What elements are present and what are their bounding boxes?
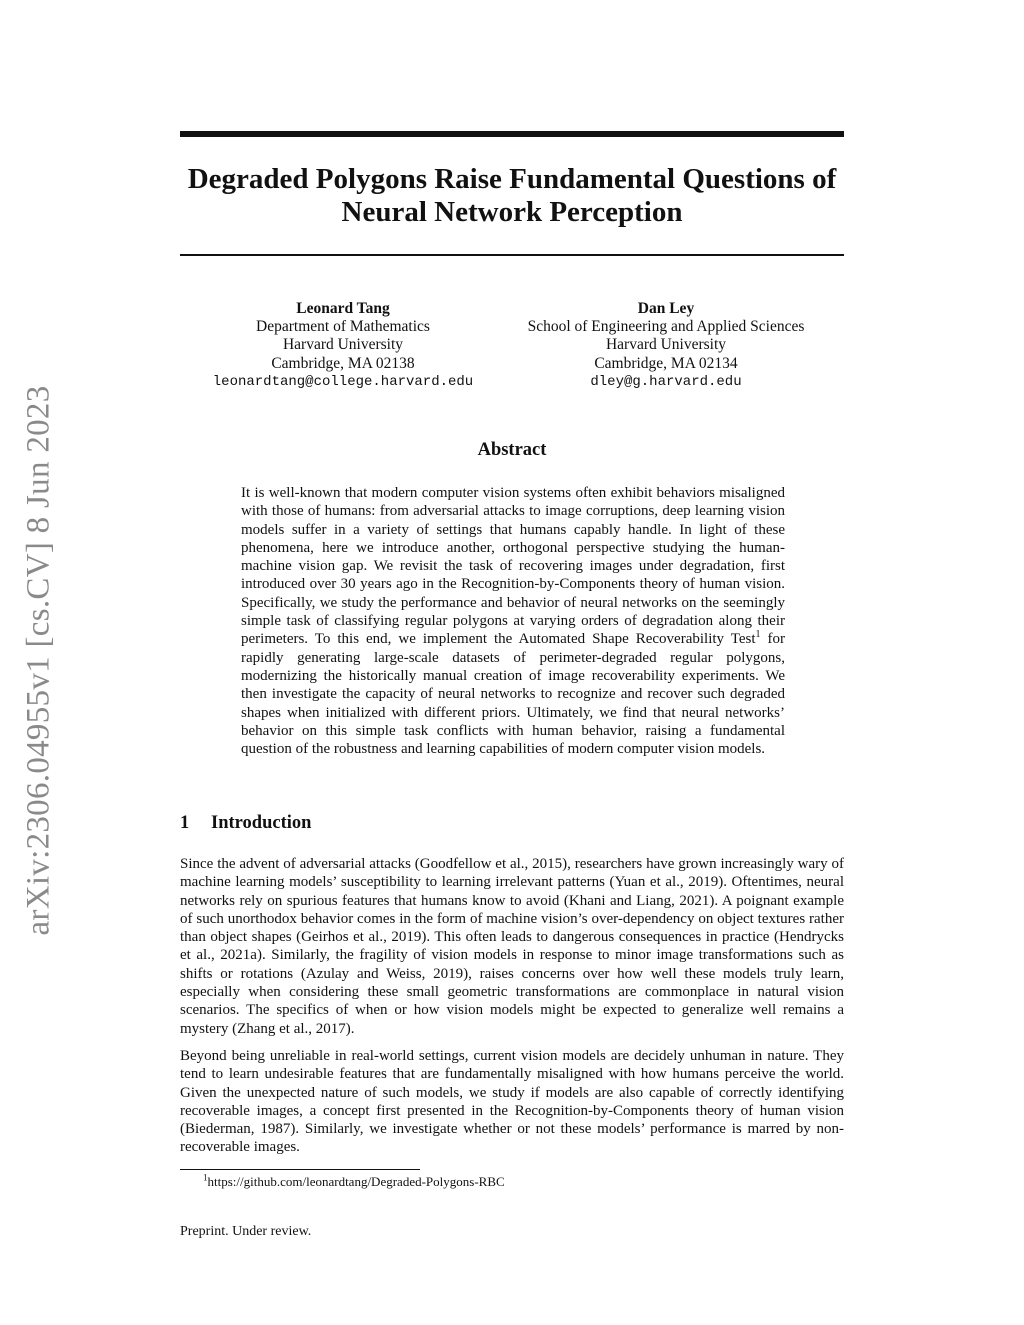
footnote-link[interactable]: https://github.com/leonardtang/Degraded-Polygons-RBC: [207, 1174, 505, 1189]
footnote-marker: 1: [755, 629, 761, 641]
abstract-text-part-2: for rapidly generating large-scale datasets of perimeter-degraded regular polygons, modernizing the historically manual creation of image recoverability experiments. We then investigate the capacity of neural networks to recognize and recover such degraded shapes when initialized with different priors. Ultimately, we find that neural networks’ behavior on this simple task conflicts with human behavior, raising a fundamental question of the robustness and learning capabilities of modern computer vision models.: [241, 631, 786, 758]
arxiv-identifier: arXiv:2306.04955v1 [cs.CV] 8 Jun 2023: [20, 384, 57, 936]
author-department: Department of Mathematics: [256, 318, 430, 336]
author-block-2: [500, 300, 832, 391]
preprint-note: Preprint. Under review.: [180, 1224, 312, 1239]
section-number: 1: [180, 813, 190, 833]
abstract-heading: Abstract: [477, 440, 547, 460]
body-paragraph: Beyond being unreliable in real-world settings, current vision models are decidely unhuman in nature. They tend to learn undesirable features that are fundamentally misaligned with how humans perceive the world. Given the unexpected nature of such models, we study if models are also capable of correctly identifying recoverable images, a concept first presented in the Recognition-by-Components theory of human vision (Biederman, 1987). Similarly, we investigate whether or not these models’ performance is marred by non-recoverable images.: [180, 1048, 844, 1156]
footnote-mark: 1: [203, 1172, 208, 1183]
author-location: Cambridge, MA 02138: [271, 354, 415, 372]
section-heading: [180, 813, 311, 834]
footnote-rule: [180, 1169, 420, 1170]
author-email: leonardtang@college.harvard.edu: [212, 373, 474, 390]
abstract-text-part-1: It is well-known that modern computer vision systems often exhibit behaviors misaligned with those of humans: from adversarial attacks to image corruptions, deep learning vision models suffer in a variety of settings that humans capably handle. In light of these phenomena, here we introduce another, orthogonal perspective studying the human-machine vision gap. We revisit the task of recovering images under degradation, first introduced over 30 years ago in the Recognition-by-Components theory of human vision. Specifically, we study the performance and behavior of neural networks on the seemingly simple task of classifying regular polygons at varying orders of degradation along their perimeters. To this end, we implement the Automated Shape Recoverability Test: [241, 485, 785, 648]
author-email: dley@g.harvard.edu: [590, 373, 742, 390]
author-name: Leonard Tang: [296, 300, 390, 317]
footnote: [203, 1174, 505, 1189]
author-university: Harvard University: [282, 336, 404, 354]
body-paragraph: Since the advent of adversarial attacks (Goodfellow et al., 2015), researchers have grown increasingly wary of machine learning models’ susceptibility to learning irrelevant patterns (Yuan et al., 2019). Oftentimes, neural networks rely on spurious features that humans know to avoid (Khani and Liang, 2021). A poignant example of such unorthodox behavior comes in the form of machine vision’s over-dependency on object textures rather than object shapes (Geirhos et al., 2019). This often leads to dangerous consequences in practice (Hendrycks et al., 2021a). Similarly, the fragility of vision models in response to minor image transformations such as shifts or rotations (Azulay and Weiss, 2019), raises concerns over how well these models truly learn, especially when considering these small geometric transformations are commonplace in natural vision scenarios. The specifics of when or how vision models might be expected to generalize well remains a mystery (Zhang et al., 2017).: [180, 856, 844, 1037]
author-block-1: [190, 300, 496, 391]
author-department: School of Engineering and Applied Sciences: [527, 318, 805, 336]
abstract-text: [241, 484, 785, 758]
author-university: Harvard University: [605, 336, 727, 354]
title-bottom-rule: [180, 254, 844, 256]
section-title: Introduction: [211, 813, 312, 833]
author-name: Dan Ley: [637, 300, 695, 317]
arxiv-side-stamp: [16, 365, 62, 955]
author-location: Cambridge, MA 02134: [594, 354, 738, 372]
title-top-rule: [180, 131, 844, 137]
paper-title: Degraded Polygons Raise Fundamental Questions of Neural Network Perception: [187, 163, 837, 228]
